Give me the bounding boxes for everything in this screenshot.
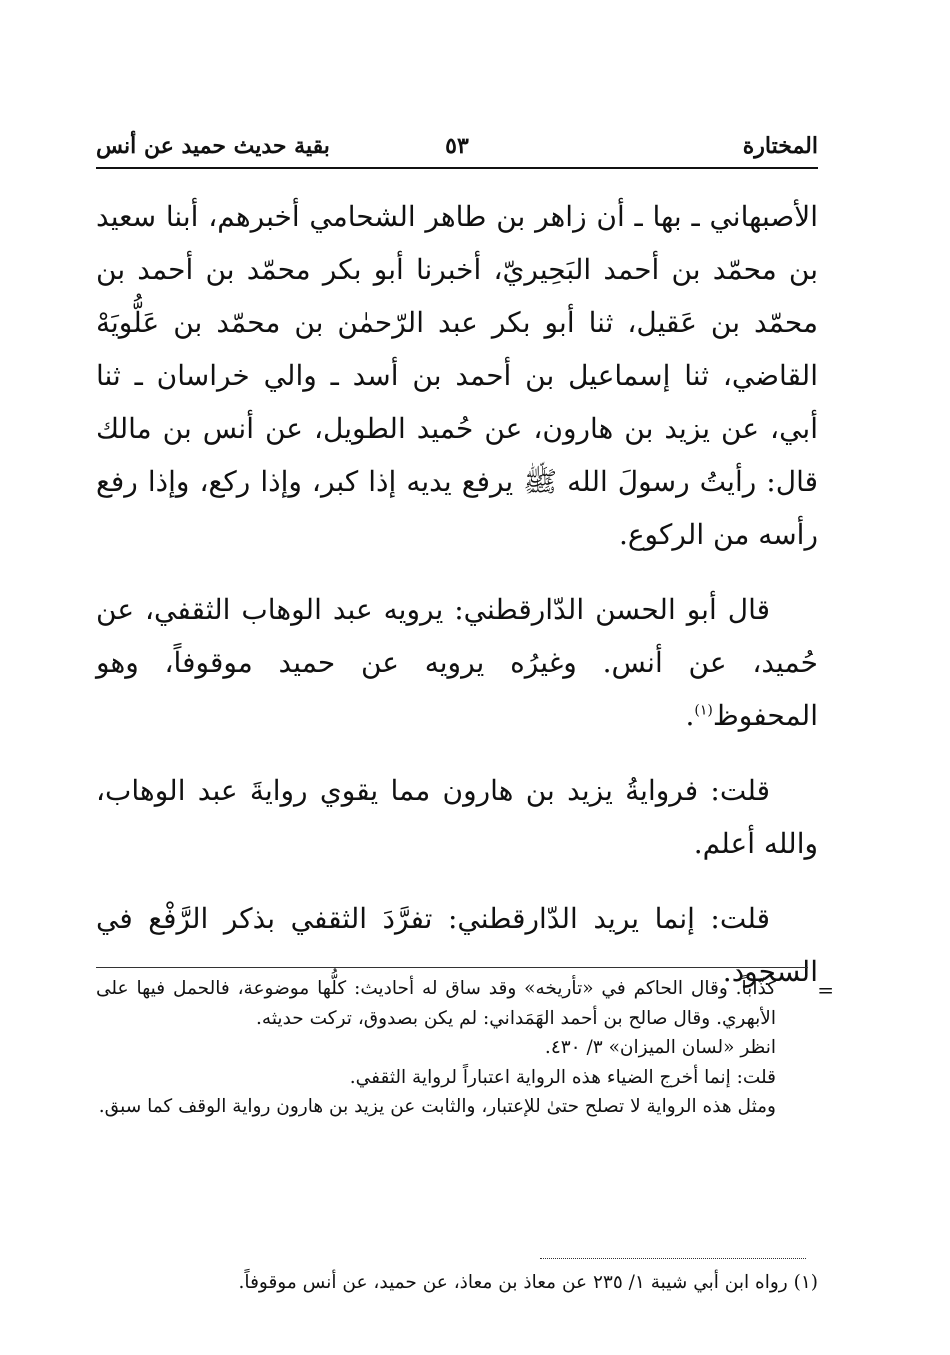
daraqutni-paragraph [96, 583, 818, 742]
comment-paragraph-1: قلت: فروايةُ يزيد بن هارون مما يقوي روايةَ عبد الوهاب، والله أعلم. [96, 774, 818, 860]
continuation-mark: = [817, 978, 834, 1002]
footnotes [96, 1268, 818, 1298]
running-header [96, 126, 818, 166]
note-line: قلت: إنما أخرج الضياء هذه الرواية اعتباراً لرواية الثقفي. [349, 1066, 776, 1088]
header-rule [96, 167, 818, 169]
main-text [96, 190, 818, 998]
footnote-1: (١) رواه ابن أبي شيبة ١/ ٢٣٥ عن معاذ بن معاذ، عن حميد، عن أنس موقوفاً. [238, 1272, 818, 1293]
daraqutni-text: قال أبو الحسن الدّارقطني: يرويه عبد الوهاب الثقفي، عن حُميد، عن أنس. وغيرُه يرويه عن حميد موقوفاً، وهو المحفوظ [96, 593, 818, 732]
header-section-title: بقية حديث حميد عن أنس [96, 133, 330, 159]
note-line: ومثل هذه الرواية لا تصلح حتىٰ للإعتبار، والثابت عن يزيد بن هارون رواية الوقف كما سبق. [98, 1096, 776, 1117]
footnote-marker[interactable]: (١) [694, 702, 713, 719]
footnote-separator [540, 1258, 806, 1259]
notes-separator [96, 967, 808, 968]
note-line: انظر «لسان الميزان» ٣/ ٤٣٠. [544, 1037, 776, 1058]
note-line: كذّاباً. وقال الحاكم في «تأريخه» وقد ساق له أحاديث: كلُّها موضوعة، فالحمل فيها على الأبهري. وقال صالح بن أحمد الهَمَداني: لم يكن بصدوق، تركت حديثه. [96, 978, 776, 1029]
header-book-title: المختارة [742, 133, 818, 159]
page-number: ٥٣ [445, 133, 469, 159]
daraqutni-end: . [685, 699, 695, 732]
continued-notes [96, 974, 776, 1122]
comment-paragraph-2: قلت: إنما يريد الدّارقطني: تفرَّدَ الثقفي بذكر الرَّفْع في السجود. [96, 902, 818, 988]
hadith-paragraph: الأصبهاني ـ بها ـ أن زاهر بن طاهر الشحامي أخبرهم، أبنا سعيد بن محمّد بن أحمد البَحِيريّ، أخبرنا أبو بكر محمّد بن أحمد بن محمّد بن عَقيل، ثنا أبو بكر عبد الرّحمٰن بن محمّد بن عَلُّويَهْ القاضي، ثنا إسماعيل بن أحمد بن أسد ـ والي خراسان ـ ثنا أبي، عن يزيد بن هارون، عن حُميد الطويل، عن أنس بن مالك قال: رأيتُ رسولَ الله ﷺ يرفع يديه إذا كبر، وإذا ركع، وإذا رفع رأسه من الركوع. [96, 200, 818, 551]
